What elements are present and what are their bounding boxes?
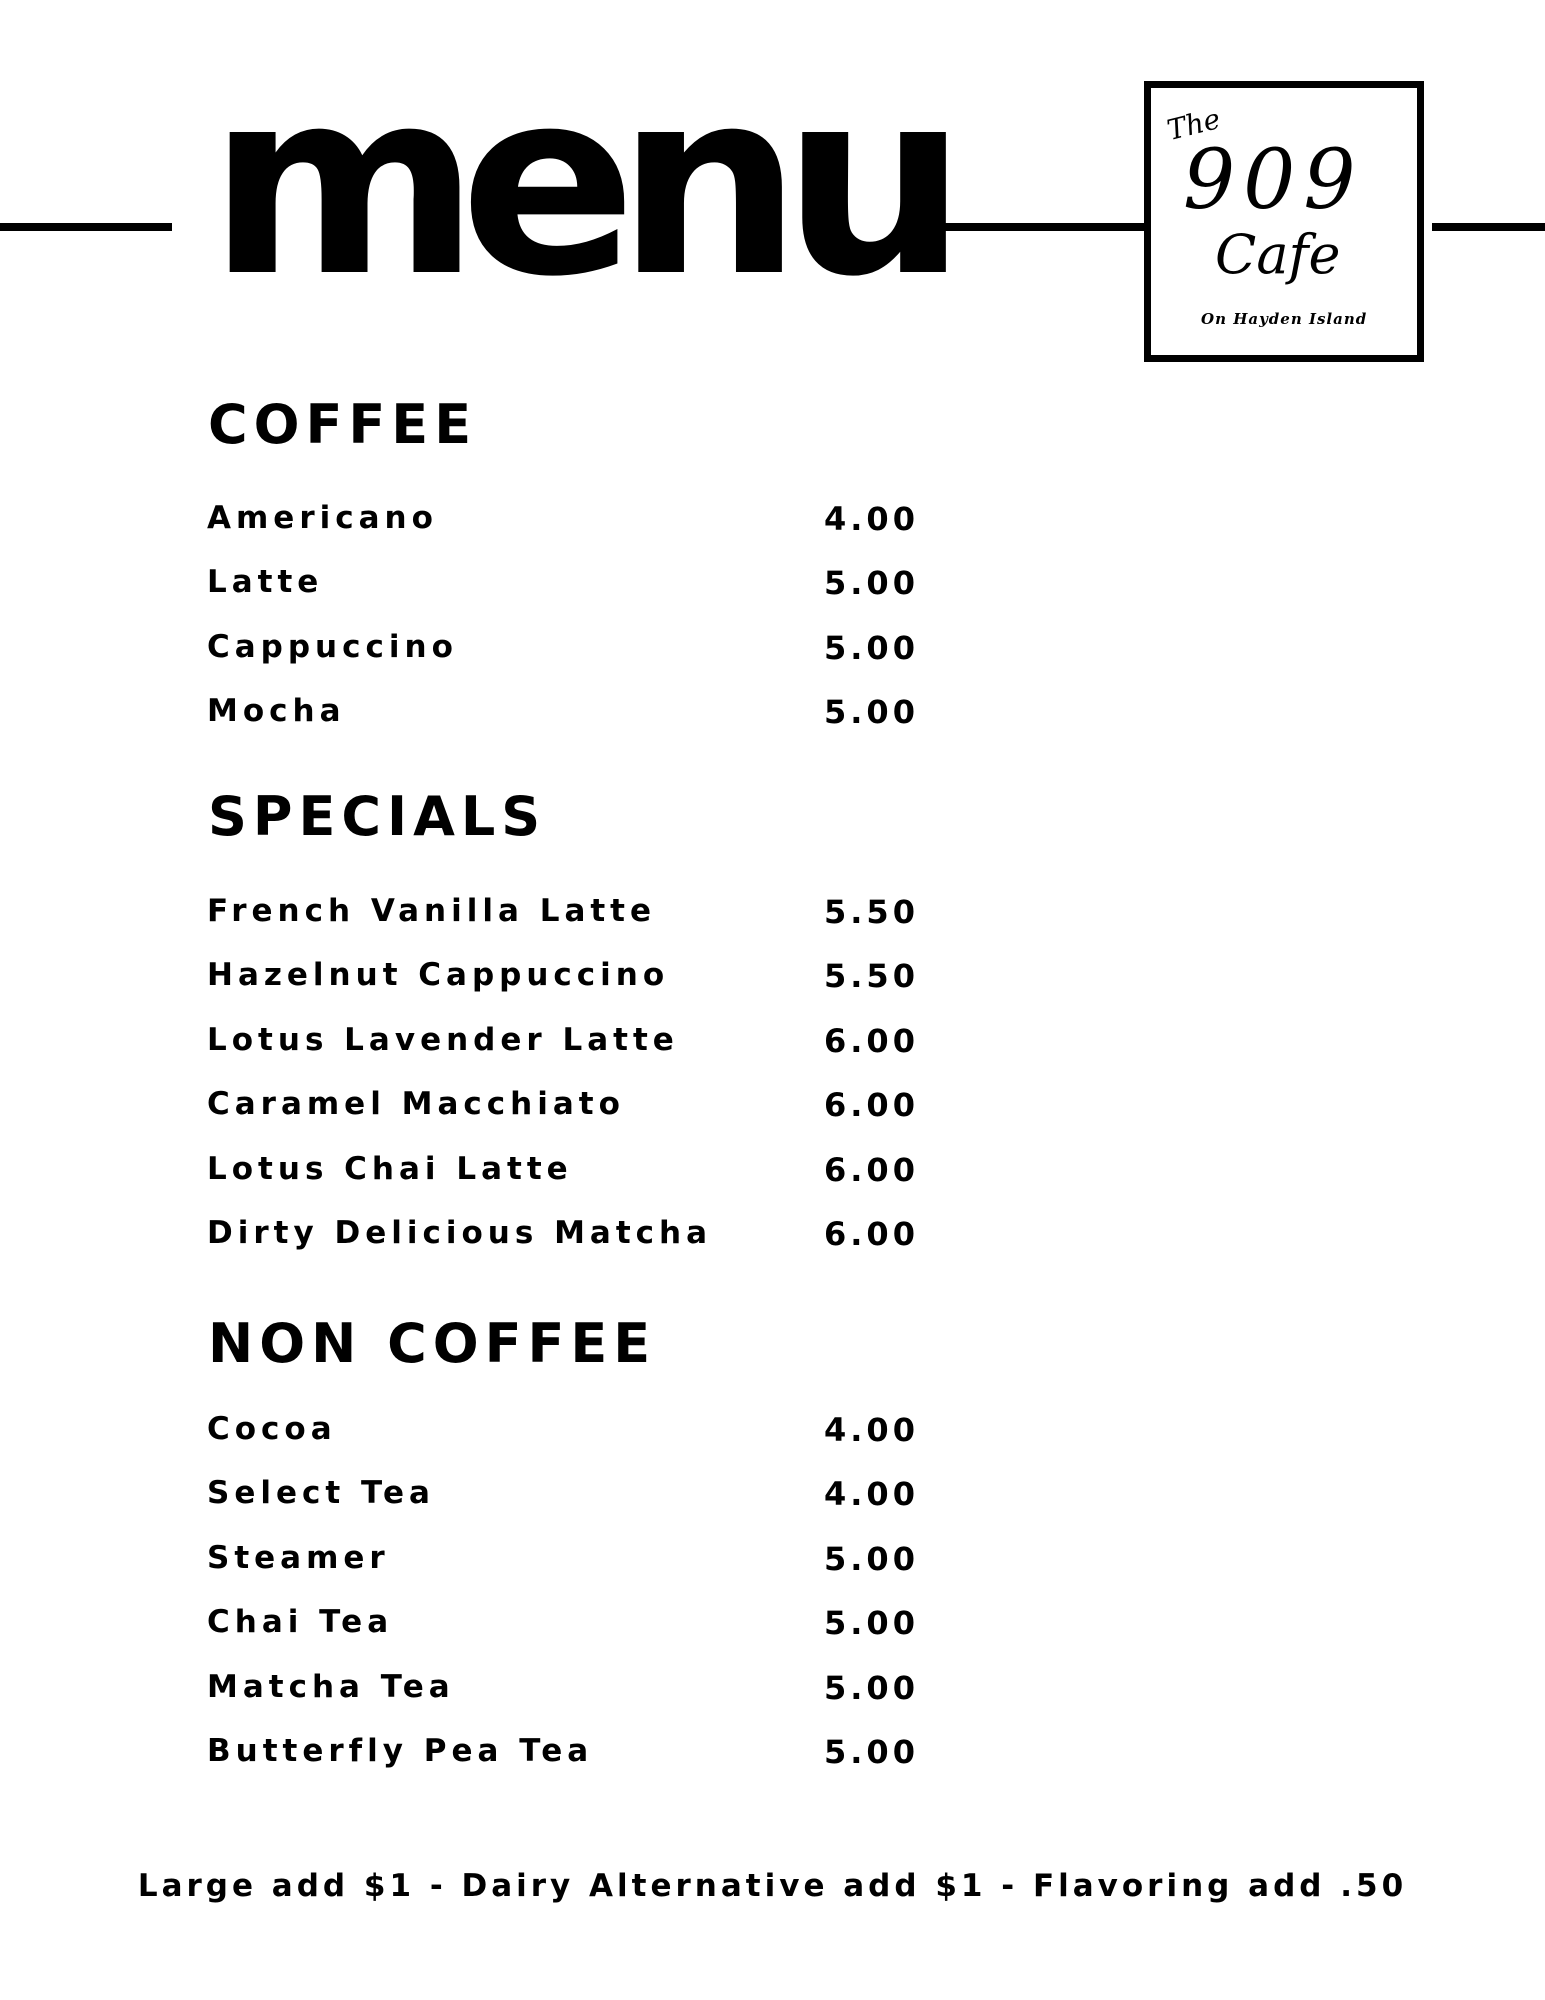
logo-cafe-text: Cafe bbox=[1215, 223, 1341, 286]
item-price: 6.00 bbox=[824, 1214, 919, 1253]
item-name: Steamer bbox=[207, 1539, 390, 1576]
footer-add-ons-note: Large add $1 - Dairy Alternative add $1 - Flavoring add .50 bbox=[137, 1868, 1408, 1904]
item-name: Dirty Delicious Matcha bbox=[207, 1214, 713, 1251]
item-price: 5.00 bbox=[824, 693, 919, 732]
non-coffee-section-heading: NON COFFEE bbox=[208, 1312, 657, 1375]
menu-item bbox=[207, 1151, 937, 1215]
item-price: 5.50 bbox=[824, 893, 919, 931]
menu-item bbox=[207, 1411, 937, 1475]
coffee-item-list bbox=[207, 500, 937, 758]
menu-item bbox=[207, 1604, 937, 1668]
menu-item bbox=[207, 1733, 937, 1797]
menu-item bbox=[207, 693, 937, 757]
item-name: Caramel Macchiato bbox=[207, 1086, 625, 1123]
item-price: 4.00 bbox=[824, 500, 919, 538]
menu-item bbox=[207, 629, 937, 693]
item-name: Butterfly Pea Tea bbox=[207, 1732, 594, 1769]
logo-location: On Hayden Island bbox=[1201, 310, 1368, 328]
header-divider-right bbox=[1432, 223, 1545, 231]
menu-item bbox=[207, 893, 937, 957]
item-name: Lotus Lavender Latte bbox=[207, 1021, 679, 1058]
item-price: 6.00 bbox=[824, 1150, 919, 1189]
item-price: 5.00 bbox=[824, 628, 919, 667]
menu-item bbox=[207, 1475, 937, 1539]
item-price: 5.00 bbox=[824, 1668, 919, 1707]
menu-item bbox=[207, 1086, 937, 1150]
item-price: 6.00 bbox=[824, 1021, 919, 1060]
menu-item bbox=[207, 500, 937, 564]
item-price: 4.00 bbox=[824, 1411, 919, 1449]
header-divider-middle bbox=[918, 223, 1144, 231]
menu-item bbox=[207, 1540, 937, 1604]
menu-item bbox=[207, 1669, 937, 1733]
item-name: Americano bbox=[207, 500, 438, 536]
item-price: 5.00 bbox=[824, 1732, 919, 1771]
specials-section-heading: SPECIALS bbox=[208, 785, 547, 848]
header-divider-left bbox=[0, 223, 172, 231]
item-name: Cocoa bbox=[207, 1411, 337, 1447]
item-price: 5.00 bbox=[824, 564, 919, 603]
item-price: 4.00 bbox=[824, 1475, 919, 1514]
logo-number: 909 bbox=[1183, 133, 1364, 228]
item-name: Cappuccino bbox=[207, 628, 458, 665]
item-name: Latte bbox=[207, 564, 324, 601]
item-price: 5.00 bbox=[824, 1604, 919, 1643]
item-price: 6.00 bbox=[824, 1086, 919, 1125]
item-name: Matcha Tea bbox=[207, 1668, 455, 1705]
item-name: Lotus Chai Latte bbox=[207, 1150, 573, 1187]
menu-item bbox=[207, 564, 937, 628]
specials-item-list bbox=[207, 893, 937, 1279]
menu-item bbox=[207, 957, 937, 1021]
item-name: Hazelnut Cappuccino bbox=[207, 957, 670, 994]
item-name: Mocha bbox=[207, 693, 346, 730]
item-name: Chai Tea bbox=[207, 1604, 394, 1641]
item-name: Select Tea bbox=[207, 1475, 435, 1512]
menu-title: menu bbox=[208, 35, 948, 333]
coffee-section-heading: COFFEE bbox=[208, 393, 478, 456]
menu-item bbox=[207, 1215, 937, 1279]
logo-the-text: The bbox=[1163, 102, 1224, 147]
item-name: French Vanilla Latte bbox=[207, 893, 657, 929]
cafe-logo bbox=[1144, 81, 1424, 362]
item-price: 5.00 bbox=[824, 1539, 919, 1578]
menu-item bbox=[207, 1022, 937, 1086]
item-price: 5.50 bbox=[824, 957, 919, 996]
non-coffee-item-list bbox=[207, 1411, 937, 1797]
